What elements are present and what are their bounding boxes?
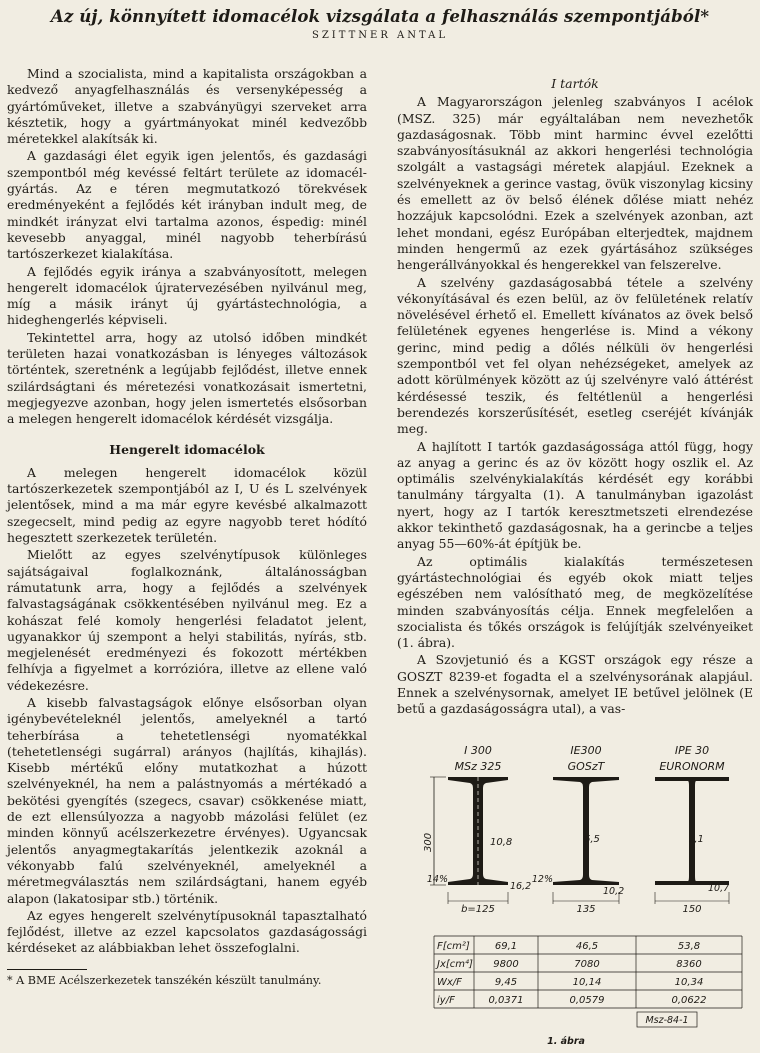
flange-width-label: b=125 (461, 904, 495, 915)
flange-slope-label: 12% (531, 874, 553, 885)
table-row-label: Jx[cm⁴] (437, 959, 473, 970)
paragraph: A Szovjetunió és a KGST országok egy része a GOSZT 8239-et fogadta el a szelvénysorának alapjául. Ennek a szelvénysornak, amelyet IE betűvel jelölnek (E betű a gazdaságosságra utal), a vas- (397, 652, 753, 717)
article-title: Az új, könnyített idomacélok vizsgálata a felhasználás szempontjából* (50, 6, 710, 26)
table-cell: 9,45 (494, 977, 518, 988)
flange-width-label: 150 (682, 904, 702, 915)
profile-name: IE300 (570, 744, 602, 757)
right-column (397, 54, 753, 718)
table-cell: 53,8 (677, 941, 701, 952)
figure-stamp: Msz-84-1 (645, 1015, 689, 1026)
i-beam-profile-drawing (448, 777, 508, 885)
flange-thickness-label: 10,7 (708, 883, 730, 894)
web-thickness-label: 7,1 (688, 834, 704, 845)
flange-thickness-label: 10,2 (603, 886, 625, 897)
profile-name: I 300 (464, 744, 492, 757)
paragraph: A hajlított I tartók gazdaságossága attól függ, hogy az anyag a gerinc és az öv között hogy oszlik el. Az optimális szelvénykialakítás kérdését egy korábbi tanulmány tárgyalta (1). A tanulmányban igazolást nyert, hogy az I tartók keresztmetszeti elrendezése akkor tekinthető gazdaságosnak, ha a gerincbe a teljes anyag 55—60%-át építjük be. (397, 438, 753, 552)
table-cell: 7080 (574, 959, 600, 970)
table-row-label: Wx/F (437, 977, 462, 988)
paragraph: Mind a szocialista, mind a kapitalista országokban a kedvező anyagfelhasználás és versenyképesség a gyártóműveket, illetve a szabványügyi szerveket arra késztetik, hogy a gyártmányokat minél kedvezőbb méretekkel alakítsák ki. (7, 66, 367, 147)
paragraph: Az egyes hengerelt szelvénytípusoknál tapasztalható fejlődést, illetve az ezzel kapcsolatos gazdaságossági kérdéseket az alábbiakban lehet összefoglalni. (7, 907, 367, 956)
ipe-beam-profile-drawing (655, 777, 729, 885)
web-thickness-label: 6,5 (584, 834, 600, 845)
footnote: * A BME Acélszerkezetek tanszékén készült tanulmány. (7, 973, 322, 987)
paragraph: Tekintettel arra, hogy az utolsó időben mindkét területen hazai vonatkozásban is lényeges változások történtek, szeretnénk a legújabb fejlődést, illetve ennek szilárdságtani és méretezési vonatkozásait ismertetni, megjegyezve azonban, hogy jelen ismertetés elsősorban a melegen hengerelt idomacélok kérdését vizsgálja. (7, 329, 367, 427)
paragraph: A fejlődés egyik iránya a szabványosított, melegen hengerelt idomacélok újratervezésében nyilvánul meg, míg a másik irányt új gyártástechnológia, a hideghengerlés képviseli. (7, 263, 367, 328)
profile-name: IPE 30 (674, 744, 710, 757)
ie-beam-profile-drawing (553, 777, 619, 885)
table-cell: 46,5 (575, 941, 599, 952)
article-author: SZITTNER ANTAL (312, 30, 448, 41)
table-cell: 10,14 (572, 977, 602, 988)
paragraph: A kisebb falvastagságok előnye elsősorban olyan igénybevételeknél jelentős, amelyeknél a tartó teherbírása a tehetetlenségi nyomatékkal (tehetetlenségi sugárral) arányos (hajlítás, kihajlás). Kisebb mértékű előny mutatkozhat a húzott szelvényeknél, ha nem a palástnyomás a mértékadó a bekötési gyengítés (szegecs, csavar) csökkenése miatt, de ezt ellensúlyozza a nagyobb mázolási felület (ez minden könnyű acélszerkezetre érvényes). Ugyancsak jelentős anyagmegtakarítás jelentkezik azoknál a vékonyabb falú szelvényeknél, amelyeknél a méretmegválasztás nem szilárdságtani, hanem egyéb alapon (lakatosipar stb.) történik. (7, 694, 367, 906)
profile-standard: MSz 325 (454, 760, 502, 773)
flange-thickness-label: 16,2 (510, 881, 532, 892)
paragraph: A melegen hengerelt idomacélok közül tartószerkezetek szempontjából az I, U és L szelvények jelentősek, mind a ma már egyre kevésbé alkalmazott szegecselt, mind pedig az egyre nagyobb teret hódító hegesztett szerkezetek területén. (7, 464, 367, 546)
figure-profiles (390, 724, 760, 1049)
table-cell: 69,1 (494, 941, 518, 952)
dimension-height (423, 777, 446, 885)
paragraph: A szelvény gazdaságosabbá tétele a szelvény vékonyításával és ezen belül, az öv felületének relatív növelésével érhető el. Emellett kívánatos az övek belső felületének egyenes hengerlése is. Mind a vékony gerinc, mind pedig a dőlés nélküli öv hengerlési szempontból vet fel olyan nehézségeket, amelyek az adott körülmények között az új szelvényre való áttérést kérdésessé teszik, és feltétlenül a hengerlési berendezés korszerűsítését, esetleg cseréjét kívánják meg. (397, 274, 753, 437)
section-heading: Hengerelt idomacélok (109, 441, 265, 457)
left-column (7, 54, 367, 988)
paragraph: Az optimális kialakítás természetesen gyártástechnológiai és egyéb okok miatt teljes egészében nem valósítható meg, de megközelítése minden szabványosítás célja. Ennek megfelelően a szocialista és tőkés országok is felújítják szelvényeiket (1. ábra). (397, 553, 753, 651)
height-dim-label: 300 (423, 832, 434, 852)
table-cell: 0,0579 (569, 995, 605, 1006)
flange-slope-label: 14% (426, 874, 448, 885)
footnote-rule (7, 969, 87, 970)
table-cell: 9800 (493, 959, 519, 970)
profile-standard: EURONORM (659, 760, 725, 773)
flange-width-label: 135 (576, 904, 596, 915)
profile-standard: GOSzT (567, 760, 605, 773)
table-cell: 0,0371 (488, 995, 524, 1006)
section-heading: I tartók (551, 76, 599, 91)
paragraph: A Magyarországon jelenleg szabványos I acélok (MSZ. 325) már egyáltalában nem nevezhetők gazdaságosnak. Több mint harminc évvel ezelőtti szabványosításuknál az akkori hengerlési technológia szolgált a vastagsági méretek alapjául. Ezeknek a szelvényeknek a gerince vastag, övük viszonylag kicsiny és emellett az öv belső élének dőlése miatt nehéz hozzájuk kapcsolódni. Ezek a szelvények azonban, azt lehet mondani, egész Európában elterjedtek, majdnem minden hengermű az ezek gyártásához szükséges hengerállványokkal és hengerekkel van felszerelve. (397, 94, 753, 273)
table-row-label: iy/F (437, 995, 455, 1006)
table-cell: 10,34 (674, 977, 704, 988)
paragraph: Mielőtt az egyes szelvénytípusok különleges sajátságaival foglalkoznánk, általánosságban rámutatunk arra, hogy a fejlődés a szelvények falvastagságának csökkentésében nyilvánul meg. Ez a kohászat felé komoly hengerlési feladatot jelent, ugyanakkor új szempont a helyi stabilitás, nyírás, stb. megjelenését eredményezi és fokozott mértékben felhívja a figyelmet a korrózióra, illetve az ellene való védekezésre. (7, 547, 367, 693)
paragraph: A gazdasági élet egyik igen jelentős, és gazdasági szempontból még kevéssé feltárt területe az idomacél-gyártás. Az e téren megmutatkozó törekvések eredményeként a fejlődés két irányban indult meg, de mindkét irányzat elvi tartalma azonos, éspedig: minél kevesebb anyaggal, minél nagyobb teherbírású tartószerkezet kialakítása. (7, 148, 367, 262)
table-row-label: F[cm²] (437, 941, 470, 952)
table-cell: 0,0622 (671, 995, 707, 1006)
web-thickness-label: 10,8 (490, 837, 513, 848)
table-cell: 8360 (676, 959, 702, 970)
figure-caption: 1. ábra (547, 1036, 585, 1047)
